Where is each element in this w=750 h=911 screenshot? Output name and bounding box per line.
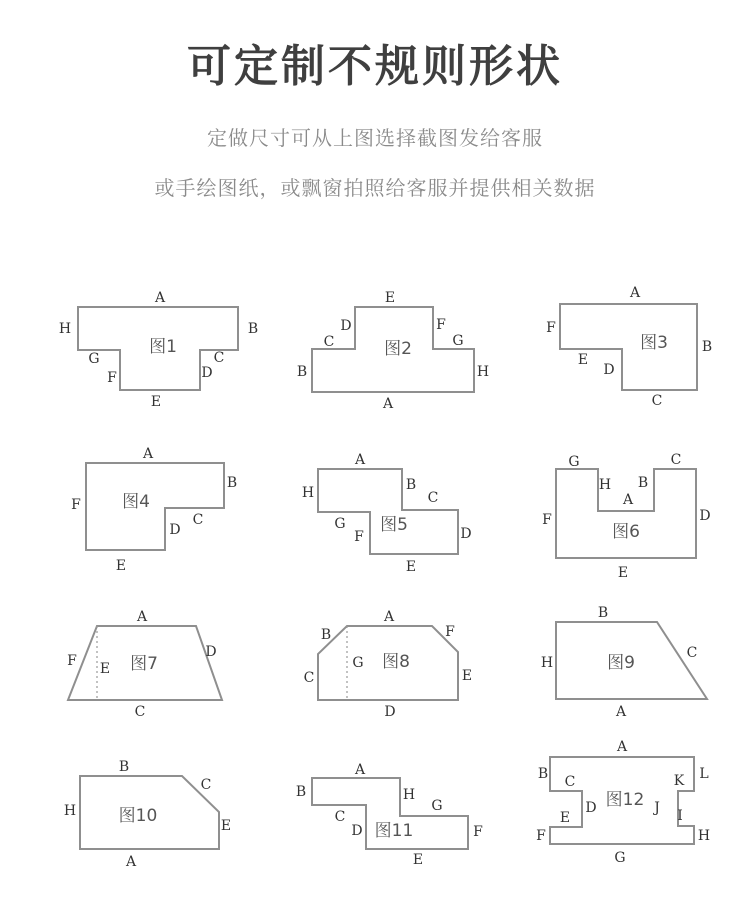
instruction-line-1: 定做尺寸可从上图选择截图发给客服 <box>207 126 543 150</box>
shape-11-label-c: C <box>334 809 346 825</box>
shape-12-label-i: I <box>677 808 683 824</box>
shape-5-label-c: C <box>427 490 439 506</box>
shape-8-title: 图8 <box>382 652 410 672</box>
shape-6-label-d: D <box>699 508 711 524</box>
shape-12-label-j: J <box>654 800 660 816</box>
shape-1-label-a: A <box>154 290 166 306</box>
shape-4-label-c: C <box>192 512 204 528</box>
shape-2-label-e: E <box>384 290 396 306</box>
shape-12-label-d: D <box>585 800 597 816</box>
shape-4-label-a: A <box>142 446 154 462</box>
shape-7-label-e: E <box>99 661 111 677</box>
shape-1-label-f: F <box>107 370 117 386</box>
shape-12-title: 图12 <box>605 790 645 810</box>
shape-12-label-k: K <box>673 773 685 789</box>
shape-11-label-e: E <box>412 852 424 868</box>
shape-8-label-b: B <box>320 627 332 643</box>
shape-12-label-h: H <box>697 828 711 844</box>
shape-2-label-c: C <box>323 334 335 350</box>
page-title: 可定制不规则形状 <box>187 41 563 92</box>
shape-2-title: 图2 <box>384 339 412 359</box>
shape-10-label-c: C <box>200 777 212 793</box>
shape-5-label-b: B <box>405 477 417 493</box>
shape-10-title: 图10 <box>118 806 158 826</box>
shape-12-label-c: C <box>564 774 576 790</box>
shape-6-outline <box>556 469 696 558</box>
shape-2-label-d: D <box>340 318 352 334</box>
shape-6-label-a: A <box>622 492 634 508</box>
shape-5-label-a: A <box>354 452 366 468</box>
shape-10-label-a: A <box>125 854 137 870</box>
shape-4-label-e: E <box>115 558 127 574</box>
shape-4-label-f: F <box>71 497 81 513</box>
shape-4-outline <box>86 463 224 550</box>
shape-12 <box>536 739 710 866</box>
shape-7-title: 图7 <box>130 654 158 674</box>
shape-5-title: 图5 <box>380 515 408 535</box>
shape-2-label-g: G <box>452 333 464 349</box>
shape-5-outline <box>318 469 458 554</box>
shape-3-title: 图3 <box>640 333 668 353</box>
shape-2-label-a: A <box>382 396 394 412</box>
shape-9-title: 图9 <box>607 653 635 673</box>
shape-1-label-c: C <box>213 350 225 366</box>
shape-3-label-b: B <box>701 339 713 355</box>
shape-1-title: 图1 <box>149 337 177 357</box>
instruction-line-2: 或手绘图纸，或飘窗拍照给客服并提供相关数据 <box>154 176 596 200</box>
shape-7-label-d: D <box>205 644 217 660</box>
shape-11-label-f: F <box>473 824 483 840</box>
shape-6-label-h: H <box>598 477 612 493</box>
shape-5-label-h: H <box>301 485 315 501</box>
shape-8-label-d: D <box>384 704 396 720</box>
shape-12-label-f: F <box>536 828 546 844</box>
shape-3-label-f: F <box>546 320 556 336</box>
shape-6-label-e: E <box>617 565 629 581</box>
shape-1 <box>59 290 258 410</box>
shape-3 <box>546 285 712 409</box>
shape-8-label-c: C <box>303 670 315 686</box>
shape-4-label-b: B <box>226 475 238 491</box>
shape-11-label-a: A <box>354 762 366 778</box>
shape-11 <box>296 762 483 868</box>
shape-3-label-a: A <box>629 285 641 301</box>
shape-5 <box>302 452 472 575</box>
shape-8-label-a: A <box>383 609 395 625</box>
shape-11-label-b: B <box>295 784 307 800</box>
shape-4-label-d: D <box>169 522 181 538</box>
shape-6-label-b: B <box>637 475 649 491</box>
shape-5-label-d: D <box>460 526 472 542</box>
shape-9-label-c: C <box>686 645 698 661</box>
shape-8 <box>304 609 472 720</box>
shape-10-label-e: E <box>220 818 232 834</box>
shape-1-label-h: H <box>58 321 72 337</box>
shape-9-label-a: A <box>615 704 627 720</box>
shape-2-label-h: H <box>476 364 490 380</box>
shape-4-title: 图4 <box>122 492 150 512</box>
shape-5-label-f: F <box>354 529 364 545</box>
shape-12-label-e: E <box>559 810 571 826</box>
shape-4 <box>71 446 237 574</box>
shape-12-label-a: A <box>616 739 628 755</box>
shape-11-label-h: H <box>402 787 416 803</box>
shape-10 <box>64 759 231 870</box>
shape-11-label-d: D <box>351 823 363 839</box>
shape-12-label-g: G <box>614 850 626 866</box>
shape-7-label-a: A <box>136 609 148 625</box>
shape-6-label-g: G <box>568 454 580 470</box>
shape-3-label-d: D <box>603 362 615 378</box>
shape-1-label-d: D <box>201 365 213 381</box>
shape-5-label-g: G <box>334 516 346 532</box>
shape-10-label-b: B <box>118 759 130 775</box>
shape-6 <box>542 452 710 581</box>
shape-11-title: 图11 <box>374 821 414 841</box>
shape-9-label-b: B <box>597 605 609 621</box>
shape-12-label-l: L <box>699 766 709 782</box>
shape-7 <box>67 609 222 720</box>
shape-9-label-h: H <box>540 655 554 671</box>
shape-1-label-b: B <box>247 321 259 337</box>
shape-7-label-f: F <box>67 653 77 669</box>
shape-8-label-e: E <box>461 668 473 684</box>
shape-3-label-e: E <box>577 352 589 368</box>
shape-8-label-g: G <box>352 655 364 671</box>
shape-1-label-e: E <box>150 394 162 410</box>
shape-3-outline <box>560 304 697 390</box>
shape-7-label-c: C <box>134 704 146 720</box>
shape-11-label-g: G <box>431 798 443 814</box>
shape-3-label-c: C <box>651 393 663 409</box>
shape-8-label-f: F <box>445 624 455 640</box>
shape-12-label-b: B <box>537 766 549 782</box>
shape-5-label-e: E <box>405 559 417 575</box>
shape-10-label-h: H <box>63 803 77 819</box>
shape-6-label-f: F <box>542 512 552 528</box>
shape-6-title: 图6 <box>612 522 640 542</box>
shape-2-label-b: B <box>296 364 308 380</box>
shape-9 <box>541 605 707 720</box>
shape-6-label-c: C <box>670 452 682 468</box>
shape-1-label-g: G <box>88 351 100 367</box>
shape-2 <box>297 290 489 412</box>
shape-2-label-f: F <box>436 317 446 333</box>
